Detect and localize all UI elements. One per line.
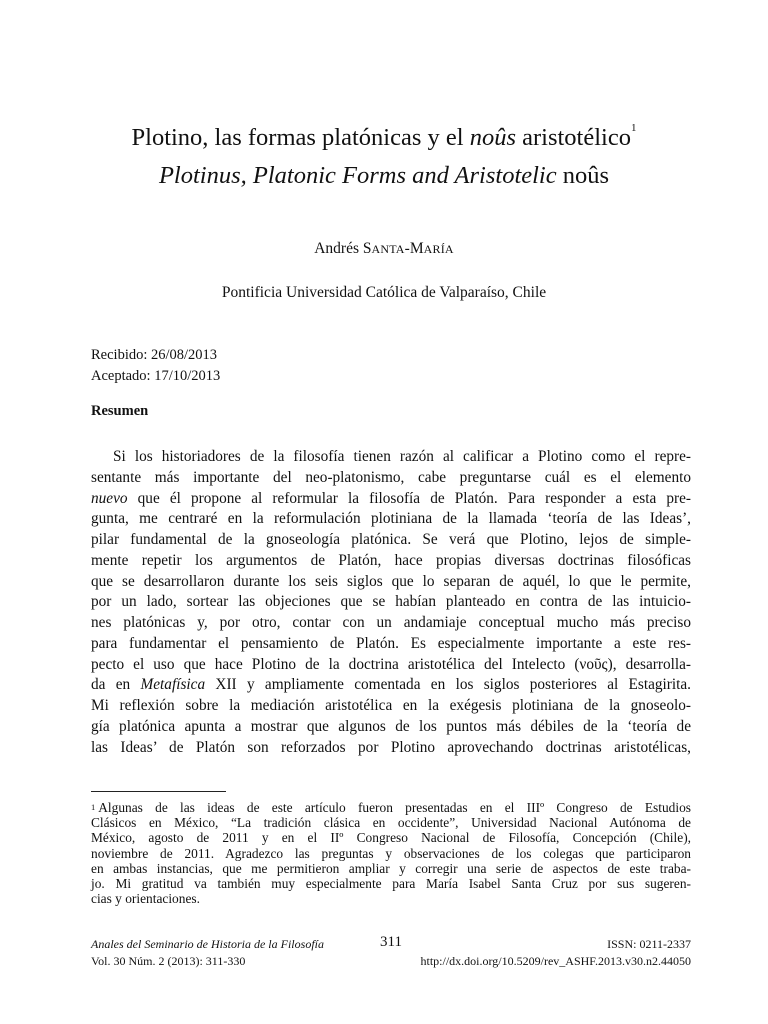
abstract-body bbox=[91, 447, 691, 758]
footnote-line: en ambas instancias, que me permitieron ampliar y corregir una serie de aspectos de este traba- bbox=[91, 860, 691, 876]
footnote-line: México, agosto de 2011 y en el IIº Congreso Nacional de Filosofía, Concepción (Chile), bbox=[91, 830, 691, 846]
title-footnote-marker[interactable]: 1 bbox=[630, 122, 637, 134]
received-date: Recibido: 26/08/2013 bbox=[91, 347, 218, 363]
footnote-marker: 1 bbox=[91, 802, 96, 812]
issn: ISSN: 0211-2337 bbox=[607, 937, 691, 951]
journal-name: Anales del Seminario de Historia de la Filosofía bbox=[91, 937, 324, 951]
author-last-smallcaps-1: ANTA bbox=[371, 242, 405, 256]
abstract-line: por un lado, sortear las objeciones que se habían planteado en contra de las intuicio- bbox=[91, 593, 691, 611]
author-last-hyphen-initial: -M bbox=[404, 240, 424, 257]
author-name bbox=[0, 240, 768, 258]
title-english-nous: noûs bbox=[556, 162, 610, 189]
abstract-heading: Resumen bbox=[91, 403, 149, 419]
footnote-line: $^1$ Algunas de las ideas de este artículo fueron presentadas en el IIIº Congreso de Estudios bbox=[91, 800, 691, 815]
author-last-initial: S bbox=[362, 240, 372, 257]
title-spanish-part2: aristotélico bbox=[516, 124, 631, 151]
abstract-line: gía platónica apunta a mostrar que algunos de los puntos más débiles de la ‘teoría de bbox=[91, 717, 691, 735]
footnote-line: jo. Mi gratitud va también muy especialmente para María Isabel Santa Cruz por sus sugeren- bbox=[91, 875, 691, 891]
journal-volume: Vol. 30 Núm. 2 (2013): 311-330 bbox=[91, 954, 246, 968]
abstract-line: nuevo que él propone al reformular la filosofía de Platón. Para responder a esta pre- bbox=[91, 489, 691, 507]
author-first-name: Andrés bbox=[314, 240, 363, 257]
title-spanish-part1: Plotino, las formas platónicas y el bbox=[131, 124, 470, 151]
accepted-date: Aceptado: 17/10/2013 bbox=[91, 368, 221, 384]
footnote-line: noviembre de 2011. Agradezco las preguntas y observaciones de los colegas que participaron bbox=[91, 845, 691, 861]
title-english-italic: Plotinus, Platonic Forms and Aristotelic bbox=[158, 162, 557, 189]
doi-link[interactable]: http://dx.doi.org/10.5209/rev_ASHF.2013.v30.n2.44050 bbox=[420, 954, 691, 968]
footnote-line: Clásicos en México, “La tradición clásica en occidente”, Universidad Nacional Autónoma de bbox=[91, 815, 691, 831]
abstract-line: gunta, me centraré en la reformulación plotiniana de la llamada ‘teoría de las Ideas’, bbox=[91, 510, 691, 528]
abstract-line: mente repetir los argumentos de Platón, hace propias diversas doctrinas filosóficas bbox=[91, 551, 691, 569]
title-spanish bbox=[0, 124, 768, 152]
abstract-line: da en Metafísica XII y ampliamente comentada en los siglos posteriores al Estagirita. bbox=[91, 676, 691, 694]
abstract-line: para fundamentar el pensamiento de Platón. Es especialmente importante a este res- bbox=[91, 634, 691, 652]
abstract-line: las Ideas’ de Platón son reforzados por Plotino aprovechando doctrinas aristotélicas, bbox=[91, 738, 691, 756]
abstract-line: nes platónicas y, por otro, contar con un andamiaje conceptual mucho más preciso bbox=[91, 614, 691, 631]
abstract-line: sentante más importante del neo-platonismo, cabe preguntarse cuál es el elemento bbox=[91, 468, 691, 486]
abstract-line: pecto el uso que hace Plotino de la doctrina aristotélica del Intelecto (νοῦς), desarrolla- bbox=[91, 655, 691, 673]
footer-identifiers bbox=[421, 936, 692, 970]
footer-journal-info bbox=[91, 936, 324, 970]
footnote-line: cias y orientaciones. bbox=[91, 891, 200, 907]
footnote-separator bbox=[91, 791, 226, 792]
submission-dates bbox=[91, 345, 220, 387]
abstract-line: que se desarrollaron durante los seis siglos que lo separan de aquél, lo que le permite, bbox=[91, 572, 691, 590]
title-spanish-nous: noûs bbox=[469, 124, 516, 151]
author-last-smallcaps-2: ARÍA bbox=[423, 242, 454, 256]
footnote bbox=[91, 800, 691, 906]
author-affiliation: Pontificia Universidad Católica de Valparaíso, Chile bbox=[221, 284, 547, 301]
abstract-line: Mi reflexión sobre la mediación aristotélica en la exégesis plotiniana de la gnoseolo- bbox=[91, 697, 691, 714]
title-english bbox=[0, 162, 768, 190]
abstract-line: pilar fundamental de la gnoseología platónica. Se verá que Plotino, lejos de simple- bbox=[91, 531, 691, 548]
abstract-line: Si los historiadores de la filosofía tienen razón al calificar a Plotino como el repre- bbox=[113, 448, 691, 465]
page-number: 311 bbox=[380, 934, 402, 950]
